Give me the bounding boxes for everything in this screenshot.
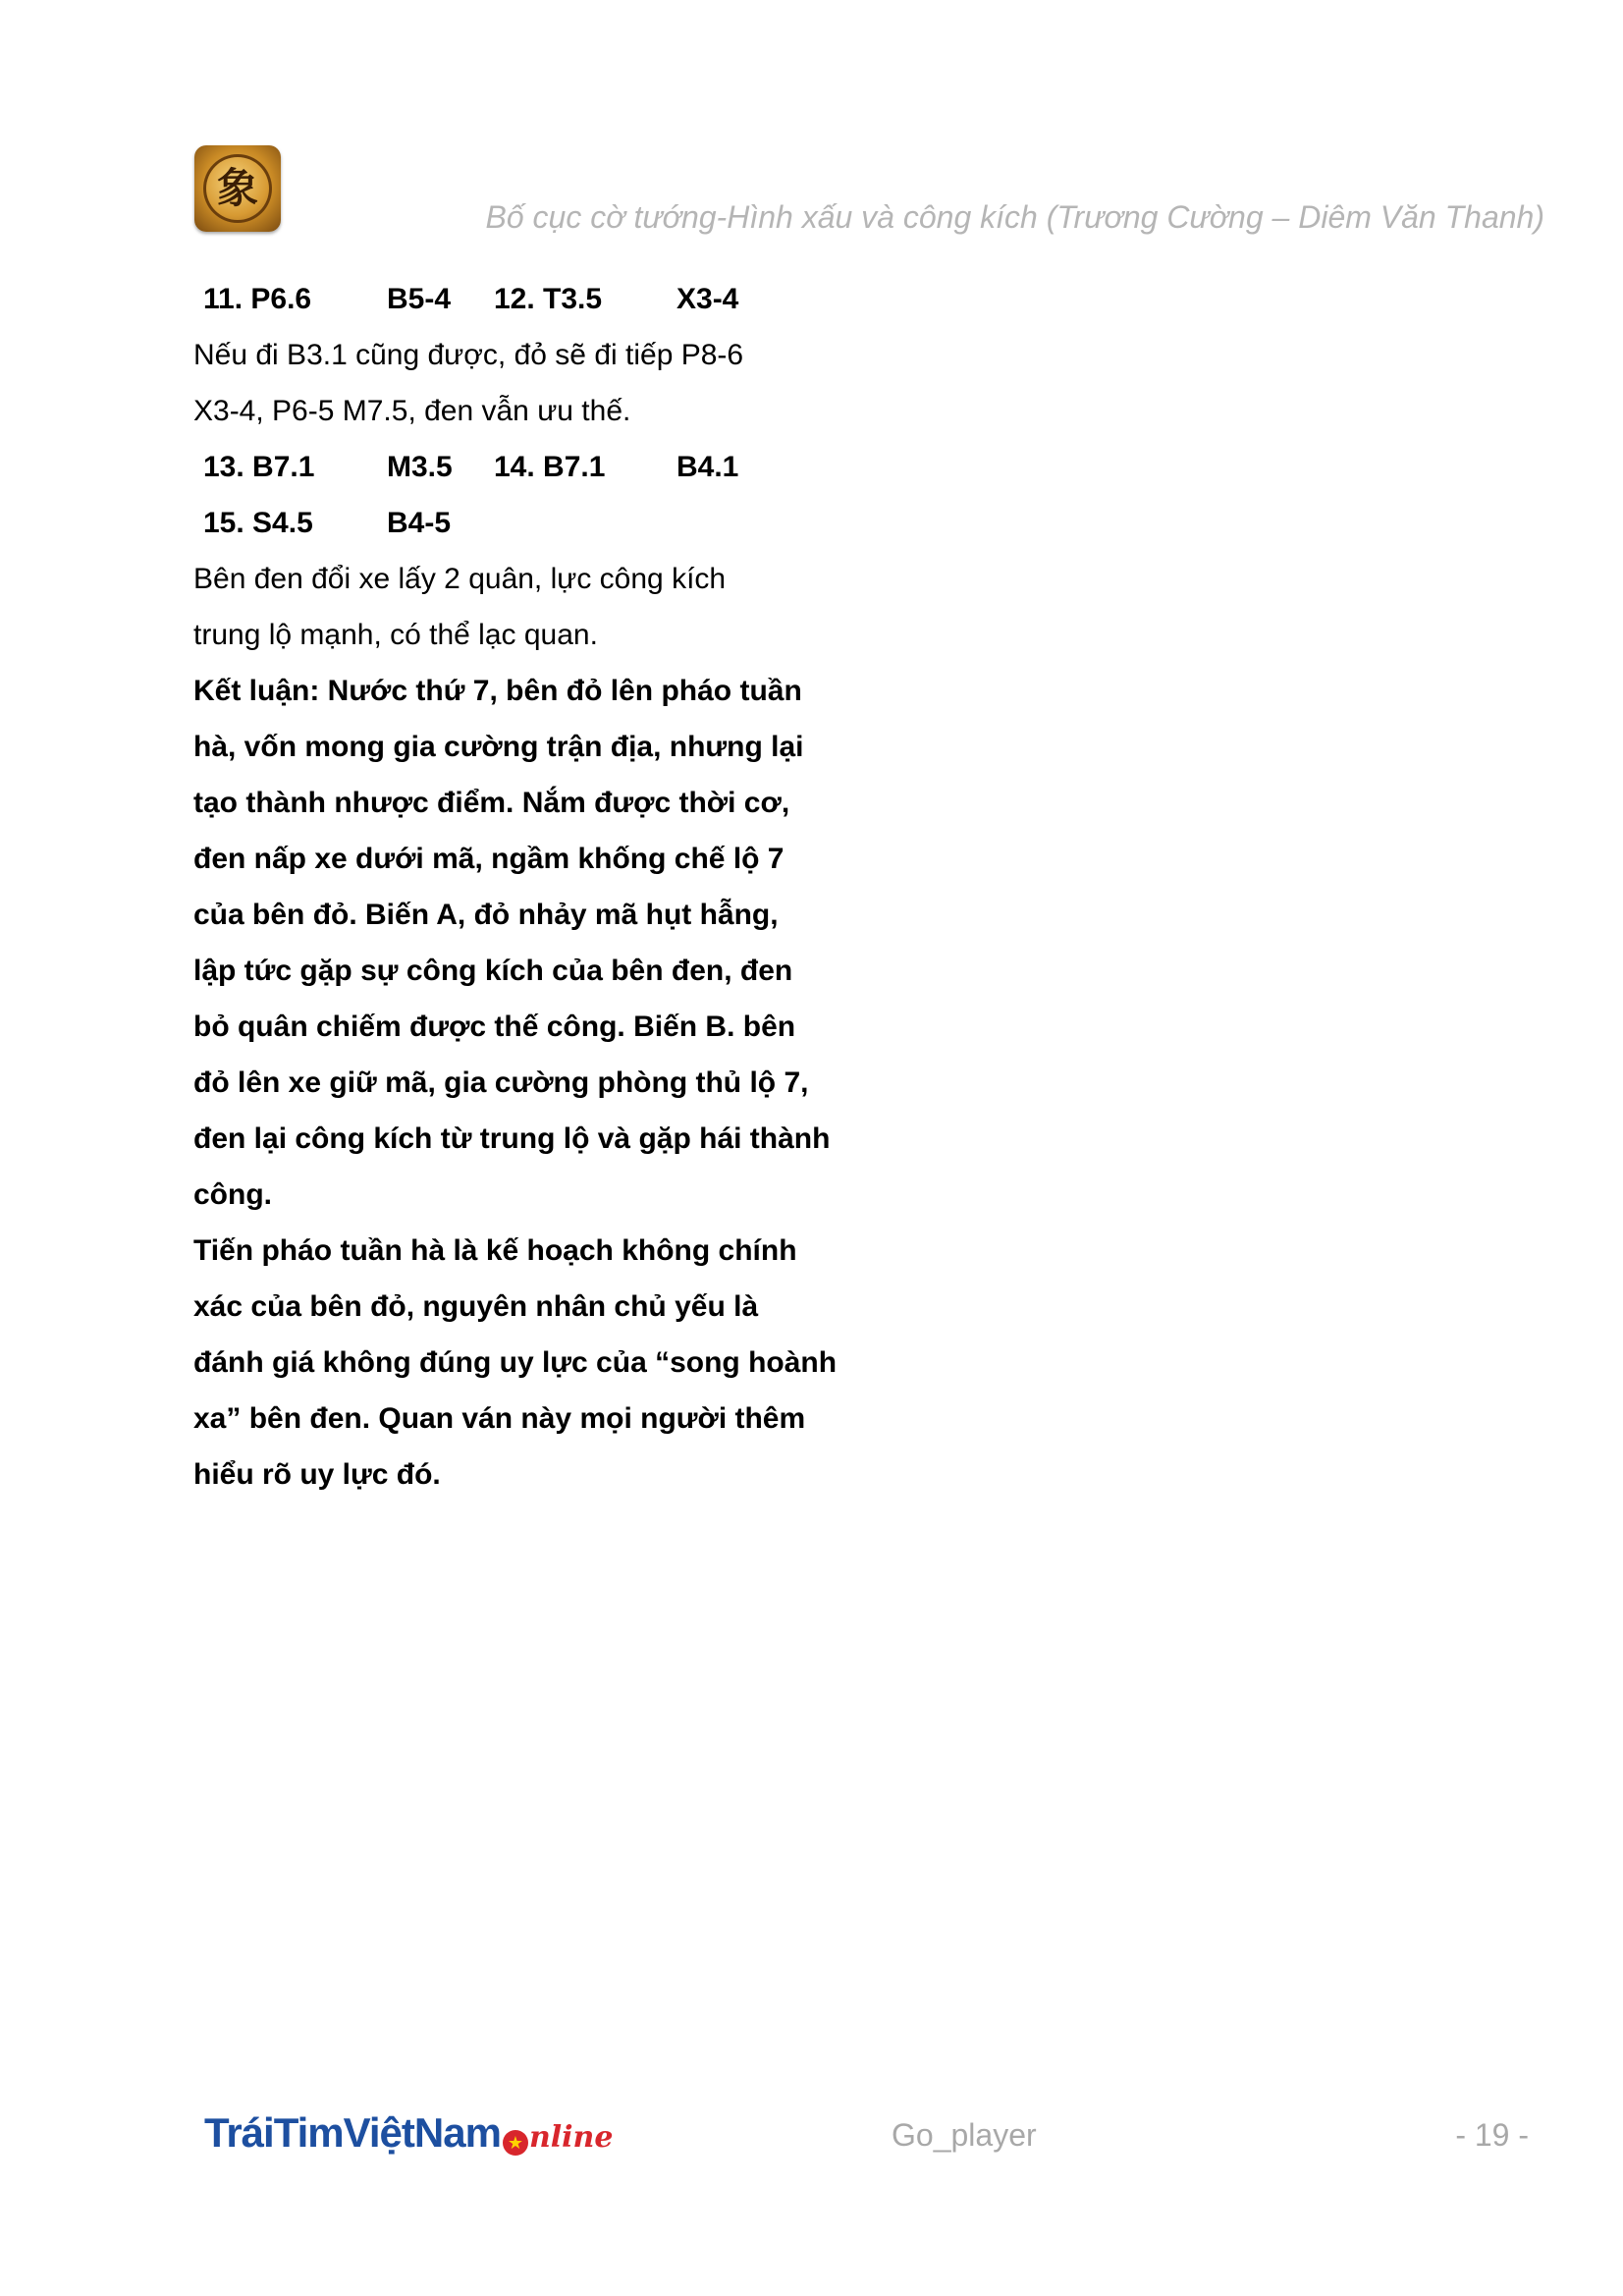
document-body bbox=[193, 271, 881, 1503]
text-line: X3-4, P6-5 M7.5, đen vẫn ưu thế. bbox=[193, 395, 631, 427]
conclusion-line: hà, vốn mong gia cường trận địa, nhưng lại bbox=[193, 731, 804, 763]
move-cell: 11. P6.6 bbox=[203, 283, 312, 315]
move-cell: B5-4 bbox=[387, 283, 452, 315]
conclusion-line: đánh giá không đúng uy lực của “song hoành bbox=[193, 1346, 838, 1379]
move-row bbox=[193, 495, 881, 551]
xiangqi-logo-icon bbox=[194, 145, 281, 232]
xiangqi-piece-icon bbox=[203, 154, 272, 223]
header-title: Bố cục cờ tướng-Hình xấu và công kích (Trương Cường – Diêm Văn Thanh) bbox=[485, 199, 1544, 235]
logo-glyph: 象 bbox=[216, 164, 258, 212]
conclusion-line: tạo thành nhược điểm. Nắm được thời cơ, bbox=[193, 787, 790, 819]
move-cell: 15. S4.5 bbox=[203, 507, 313, 539]
conclusion-line: đỏ lên xe giữ mã, gia cường phòng thủ lộ 7, bbox=[193, 1066, 809, 1099]
conclusion-line: Kết luận: Nước thứ 7, bên đỏ lên pháo tuần bbox=[193, 675, 802, 707]
conclusion-line: công. bbox=[193, 1178, 272, 1211]
brand-suffix: nline bbox=[528, 2120, 614, 2155]
conclusion-line: Tiến pháo tuần hà là kế hoạch không chính bbox=[193, 1234, 797, 1267]
move-cell: M3.5 bbox=[387, 451, 453, 483]
move-row bbox=[193, 439, 881, 495]
conclusion-line: hiểu rõ uy lực đó. bbox=[193, 1458, 441, 1491]
move-cell: B4.1 bbox=[676, 451, 739, 483]
conclusion-line: xa” bên đen. Quan ván này mọi người thêm bbox=[193, 1402, 806, 1435]
conclusion-line: lập tức gặp sự công kích của bên đen, đen bbox=[193, 955, 793, 987]
footer-author: Go_player bbox=[892, 2117, 1037, 2153]
move-row bbox=[193, 271, 881, 327]
conclusion-line: đen lại công kích từ trung lộ và gặp hái thành bbox=[193, 1122, 831, 1155]
move-cell: 12. T3.5 bbox=[494, 283, 603, 315]
conclusion-line: bỏ quân chiếm được thế công. Biến B. bên bbox=[193, 1011, 796, 1043]
brand-name: TráiTimViệtNam bbox=[204, 2109, 501, 2156]
conclusion-line: của bên đỏ. Biến A, đỏ nhảy mã hụt hẫng, bbox=[193, 899, 779, 931]
conclusion-line: xác của bên đỏ, nguyên nhân chủ yếu là bbox=[193, 1290, 759, 1323]
text-line: Bên đen đổi xe lấy 2 quân, lực công kích bbox=[193, 563, 727, 595]
move-cell: 14. B7.1 bbox=[494, 451, 606, 483]
page-number: - 19 - bbox=[1455, 2117, 1529, 2153]
conclusion-line: đen nấp xe dưới mã, ngầm khống chế lộ 7 bbox=[193, 843, 784, 875]
text-line: Nếu đi B3.1 cũng được, đỏ sẽ đi tiếp P8-6 bbox=[193, 339, 744, 371]
star-icon: ★ bbox=[503, 2130, 528, 2156]
text-line: trung lộ mạnh, có thể lạc quan. bbox=[193, 619, 598, 651]
move-cell: X3-4 bbox=[676, 283, 739, 315]
footer-brand-logo bbox=[204, 2109, 613, 2168]
move-cell: B4-5 bbox=[387, 507, 452, 539]
move-cell: 13. B7.1 bbox=[203, 451, 315, 483]
